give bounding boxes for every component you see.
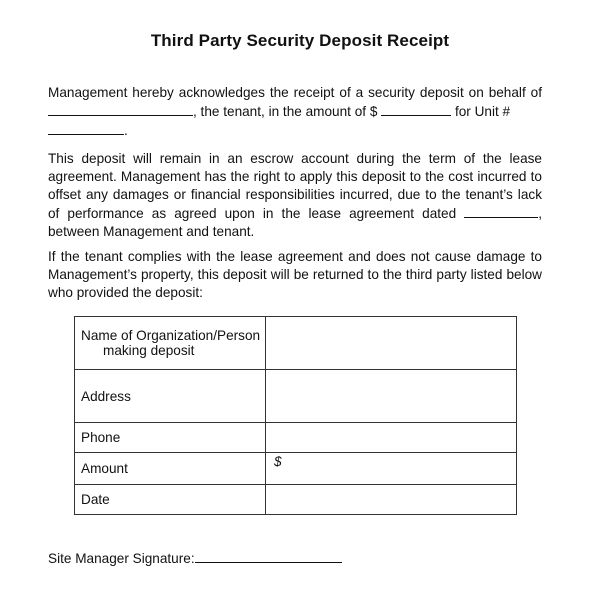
deposit-amount-blank[interactable] <box>381 102 451 116</box>
address-label: Address <box>75 370 266 423</box>
signature-line <box>48 549 342 566</box>
table-row <box>75 317 517 370</box>
unit-number-blank[interactable] <box>48 121 124 135</box>
return-paragraph: If the tenant complies with the lease agreement and does not cause damage to Management’s property, this deposit will be returned to the third party listed below who provided the deposit: <box>48 249 542 300</box>
ack-text-1: Management hereby acknowledges the receipt of a security deposit on behalf of <box>48 85 542 100</box>
name-label-line2: making deposit <box>103 343 195 358</box>
name-label-cell <box>75 317 266 370</box>
table-row <box>75 485 517 515</box>
table-row <box>75 423 517 453</box>
lease-date-blank[interactable] <box>464 204 538 218</box>
dollar-sign: $ <box>274 454 282 469</box>
name-label-line1: Name of Organization/Person <box>81 328 261 343</box>
date-label: Date <box>75 485 266 515</box>
ack-text-2: , the tenant, in the amount of $ <box>193 104 378 119</box>
ack-text-4: . <box>124 123 128 138</box>
amount-value-cell[interactable] <box>266 453 517 485</box>
phone-label: Phone <box>75 423 266 453</box>
escrow-text-1: This deposit will remain in an escrow account during the term of the lease agreement. Management has the right to apply this deposit to the cost incurred to offset any damages or financial responsibilities incurred, due to the tenant’s lack of performance as agreed upon in the lease agreement dated <box>48 151 542 221</box>
phone-value-cell[interactable] <box>266 423 517 453</box>
table-row <box>75 370 517 423</box>
escrow-paragraph <box>48 150 542 241</box>
document-title: Third Party Security Deposit Receipt <box>150 31 450 50</box>
tenant-name-blank[interactable] <box>48 102 193 116</box>
name-value-cell[interactable] <box>266 317 517 370</box>
amount-label: Amount <box>75 453 266 485</box>
escrow-text-2: , between Management and tenant. <box>48 206 543 239</box>
address-value-cell[interactable] <box>266 370 517 423</box>
depositor-info-table <box>74 316 517 515</box>
ack-text-3: for Unit # <box>454 104 511 119</box>
date-value-cell[interactable] <box>266 485 517 515</box>
table-row <box>75 453 517 485</box>
signature-label: Site Manager Signature: <box>48 551 195 566</box>
acknowledgement-paragraph <box>48 84 542 140</box>
signature-blank[interactable] <box>195 549 342 563</box>
